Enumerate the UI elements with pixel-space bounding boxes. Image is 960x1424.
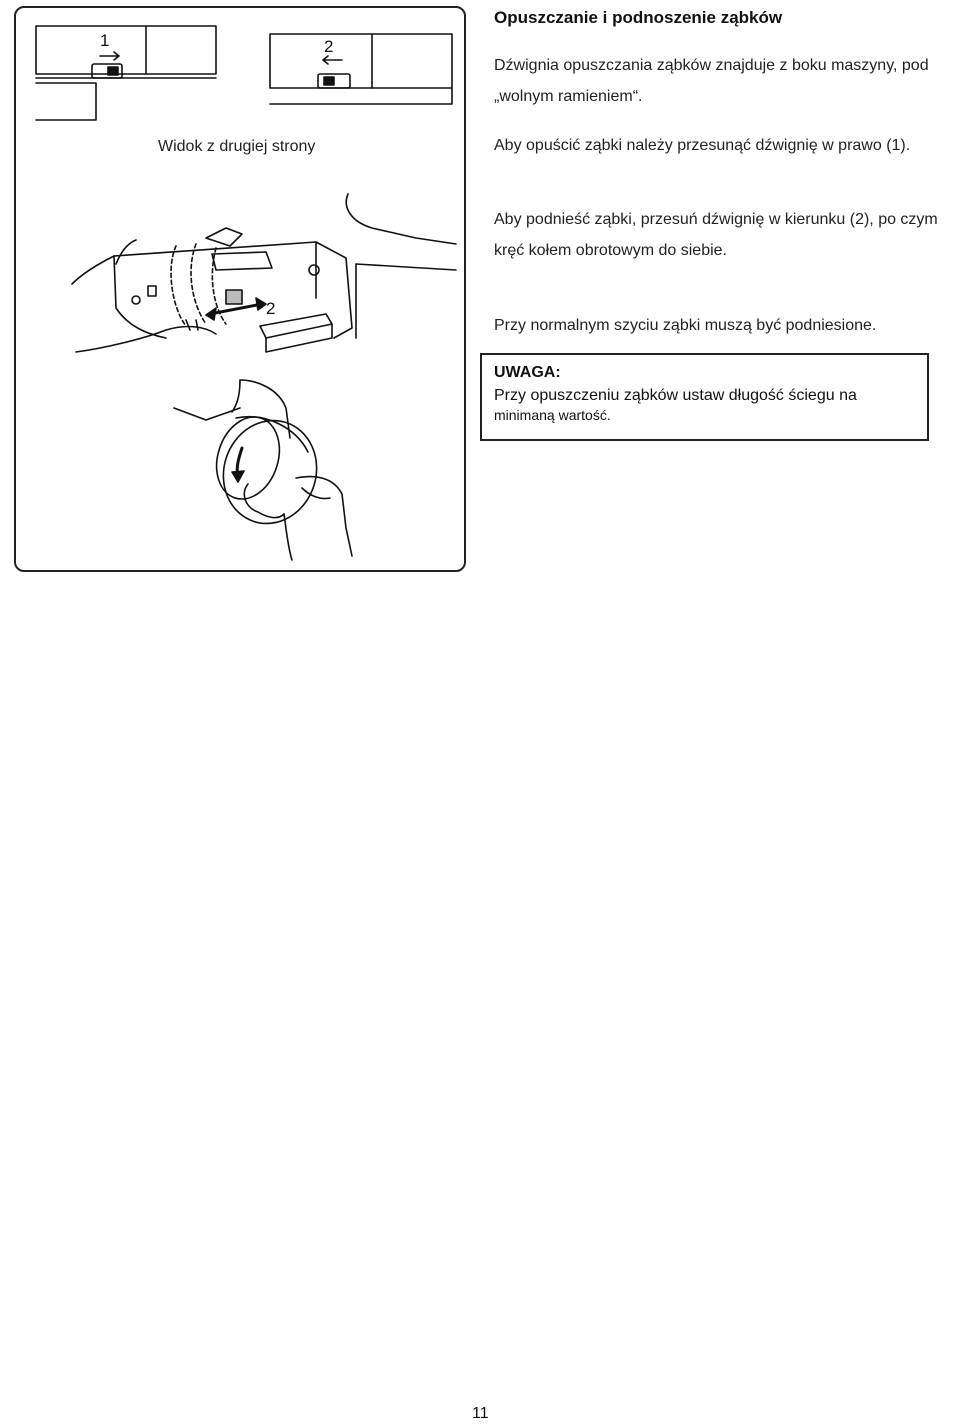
- sewing-machine-illustration: [16, 8, 468, 574]
- page-number: 11: [472, 1405, 489, 1422]
- label-position-2: 2: [324, 37, 334, 56]
- label-position-1: 1: [100, 31, 110, 50]
- lever-view-1: [36, 26, 216, 120]
- machine-freearm-drawing: [72, 194, 456, 352]
- lever-view-2: [270, 34, 452, 104]
- figure-caption: Widok z drugiej strony: [158, 138, 316, 155]
- paragraph-lower-feed-dogs: Aby opuścić ząbki należy przesunąć dźwignię w prawo (1).: [494, 137, 911, 154]
- handwheel-drawing: [174, 380, 352, 560]
- paragraph-lever-location: Dźwignia opuszczania ząbków znajduje z boku maszyny, pod „wolnym ramieniem“.: [494, 57, 929, 105]
- note-text-line2: minimaną wartość.: [494, 407, 611, 423]
- paragraph-normal-sewing: Przy normalnym szyciu ząbki muszą być podniesione.: [494, 317, 877, 334]
- note-box: [480, 353, 929, 441]
- paragraph-raise-feed-dogs: Aby podnieść ząbki, przesuń dźwignię w kierunku (2), po czym kręć kołem obrotowym do siebie.: [494, 211, 938, 259]
- illustration-panel: [14, 6, 466, 572]
- label-arrow-2: 2: [266, 299, 276, 318]
- section-heading: Opuszczanie i podnoszenie ząbków: [494, 8, 783, 27]
- note-text-line1: Przy opuszczeniu ząbków ustaw długość ściegu na: [494, 387, 857, 404]
- note-title: UWAGA:: [494, 364, 561, 381]
